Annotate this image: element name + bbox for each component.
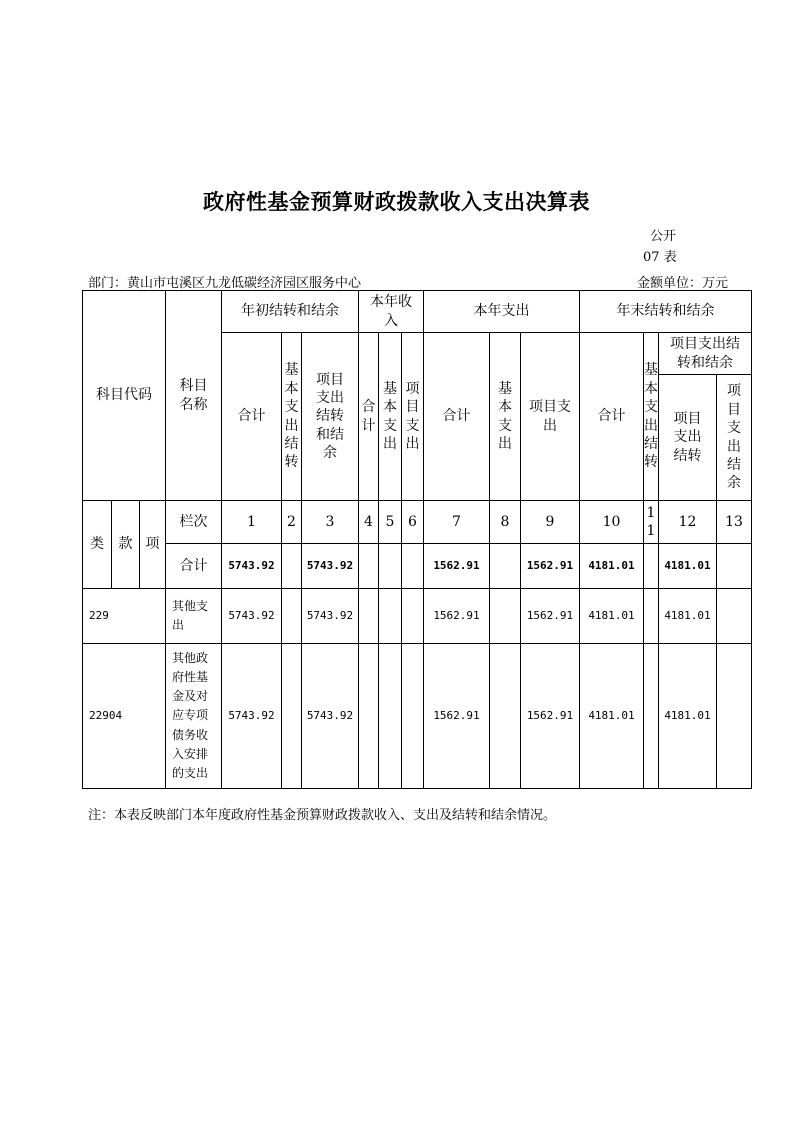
value-cell: 5743.92: [222, 589, 282, 644]
page-title: 政府性基金预算财政拨款收入支出决算表: [203, 190, 590, 214]
value-cell: 4181.01: [659, 589, 717, 644]
value-cell: 1562.91: [424, 644, 490, 789]
value-cell: [379, 589, 402, 644]
department-label: 部门：黄山市屯溪区九龙低碳经济园区服务中心: [88, 276, 362, 291]
value-cell: [402, 589, 424, 644]
value-cell: 1562.91: [424, 589, 490, 644]
header-current-expenditure: 本年支出: [424, 291, 580, 333]
table-row: [83, 589, 752, 644]
value-cell: 4181.01: [580, 589, 644, 644]
value-cell: 5743.92: [302, 589, 359, 644]
total-cell: 1562.91: [521, 544, 580, 589]
value-cell: 4181.01: [580, 644, 644, 789]
column-number: 4: [359, 501, 379, 544]
total-cell: [282, 544, 302, 589]
total-cell: 4181.01: [580, 544, 644, 589]
table-note: 注：本表反映部门本年度政府性基金预算财政拨款收入、支出及结转和结余情况。: [88, 808, 557, 823]
unit-label: 金额单位：万元: [637, 276, 729, 291]
total-cell: [644, 544, 659, 589]
header-expend-total: 合计: [424, 333, 490, 501]
column-index-label: 栏次: [166, 501, 222, 544]
value-cell: [490, 589, 521, 644]
value-cell: 1562.91: [521, 589, 580, 644]
column-number: 7: [424, 501, 490, 544]
header-income-total: 合 计: [359, 333, 379, 501]
column-number: 2: [282, 501, 302, 544]
header-opening-balance: 年初结转和结余: [222, 291, 359, 333]
value-cell: [359, 644, 379, 789]
value-cell: [717, 589, 752, 644]
column-number: 10: [580, 501, 644, 544]
header-lei: 类: [83, 501, 112, 589]
total-cell: 5743.92: [222, 544, 282, 589]
total-row-label: 合计: [166, 544, 222, 589]
header-closing-balance: 年末结转和结余: [580, 291, 752, 333]
column-number: 12: [659, 501, 717, 544]
value-cell: 5743.92: [222, 644, 282, 789]
column-number: 6: [402, 501, 424, 544]
value-cell: [717, 644, 752, 789]
column-number: 1 1: [644, 501, 659, 544]
column-number: 8: [490, 501, 521, 544]
total-cell: 1562.91: [424, 544, 490, 589]
total-cell: [490, 544, 521, 589]
value-cell: [282, 589, 302, 644]
total-cell: 4181.01: [659, 544, 717, 589]
value-cell: [644, 644, 659, 789]
column-number: 3: [302, 501, 359, 544]
header-expend-project: 项目支 出: [521, 333, 580, 501]
header-xiang: 项: [140, 501, 166, 589]
form-number: 07 表: [643, 250, 677, 265]
column-number: 9: [521, 501, 580, 544]
value-cell: 5743.92: [302, 644, 359, 789]
subject-name: 其他政 府性基 金及对 应专项 债务收 入安排 的支出: [166, 644, 222, 789]
header-income-project: 项 目 支 出: [402, 333, 424, 501]
column-number: 13: [717, 501, 752, 544]
value-cell: [490, 644, 521, 789]
header-opening-project: 项目 支出 结转 和结 余: [302, 333, 359, 501]
header-kuan: 款: [112, 501, 140, 589]
header-closing-project-surplus: 项 目 支 出 结 余: [717, 375, 752, 501]
subject-name: 其他支 出: [166, 589, 222, 644]
header-closing-basic: 基 本 支 出 结 转: [644, 333, 659, 501]
column-number: 5: [379, 501, 402, 544]
header-closing-total: 合计: [580, 333, 644, 501]
total-cell: [717, 544, 752, 589]
total-cell: 5743.92: [302, 544, 359, 589]
total-cell: [359, 544, 379, 589]
total-cell: [379, 544, 402, 589]
value-cell: [379, 644, 402, 789]
header-subject-code: 科目代码: [83, 291, 166, 501]
header-current-income: 本年收 入: [359, 291, 424, 333]
value-cell: [359, 589, 379, 644]
column-number: 1: [222, 501, 282, 544]
public-label: 公开: [650, 229, 677, 244]
header-opening-basic: 基 本 支 出 结 转: [282, 333, 302, 501]
value-cell: 4181.01: [659, 644, 717, 789]
header-subject-name: 科目 名称: [166, 291, 222, 501]
budget-table: [82, 290, 752, 789]
header-closing-project-group: 项目支出结 转和结余: [659, 333, 752, 375]
header-income-basic: 基 本 支 出: [379, 333, 402, 501]
subject-code: 22904: [83, 644, 166, 789]
value-cell: [402, 644, 424, 789]
table-row: [83, 644, 752, 789]
value-cell: [644, 589, 659, 644]
subject-code: 229: [83, 589, 166, 644]
value-cell: 1562.91: [521, 644, 580, 789]
header-opening-total: 合计: [222, 333, 282, 501]
total-cell: [402, 544, 424, 589]
header-expend-basic: 基 本 支 出: [490, 333, 521, 501]
value-cell: [282, 644, 302, 789]
header-closing-project-carry: 项目 支出 结转: [659, 375, 717, 501]
